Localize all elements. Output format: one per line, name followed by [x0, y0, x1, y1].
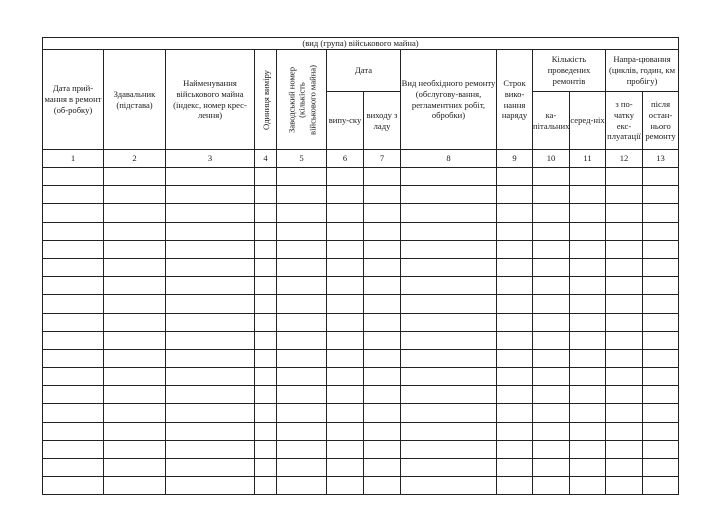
entry-cell[interactable]	[364, 258, 401, 276]
entry-cell[interactable]	[255, 422, 277, 440]
entry-cell[interactable]	[104, 349, 166, 367]
entry-cell[interactable]	[104, 459, 166, 477]
entry-cell[interactable]	[166, 368, 255, 386]
entry-cell[interactable]	[570, 258, 606, 276]
entry-cell[interactable]	[43, 258, 104, 276]
header-unit-of-measure	[255, 50, 277, 150]
entry-cell[interactable]	[533, 240, 570, 258]
header-medium-repairs: серед-ніх	[570, 92, 606, 150]
entry-cell[interactable]	[533, 331, 570, 349]
entry-cell[interactable]	[497, 258, 533, 276]
entry-cell[interactable]	[166, 186, 255, 204]
entry-cell[interactable]	[497, 277, 533, 295]
column-number: 11	[570, 150, 606, 168]
entry-cell[interactable]	[401, 295, 497, 313]
entry-cell[interactable]	[277, 331, 327, 349]
entry-cell[interactable]	[166, 168, 255, 186]
entry-cell[interactable]	[364, 186, 401, 204]
entry-cell[interactable]	[104, 313, 166, 331]
table-row	[43, 422, 679, 440]
entry-cell[interactable]	[277, 168, 327, 186]
entry-cell[interactable]	[606, 258, 643, 276]
column-number: 6	[327, 150, 364, 168]
entry-cell[interactable]	[570, 222, 606, 240]
entry-cell[interactable]	[497, 240, 533, 258]
entry-cell[interactable]	[533, 422, 570, 440]
entry-cell[interactable]	[277, 295, 327, 313]
entry-cell[interactable]	[497, 404, 533, 422]
header-property-name: Найменування військового майна (індекс, номер крес-лення)	[166, 50, 255, 150]
entry-cell[interactable]	[255, 459, 277, 477]
entry-cell[interactable]	[643, 240, 679, 258]
entry-cell[interactable]	[43, 277, 104, 295]
entry-cell[interactable]	[606, 204, 643, 222]
entry-cell[interactable]	[401, 477, 497, 495]
column-number: 3	[166, 150, 255, 168]
entry-cell[interactable]	[570, 295, 606, 313]
entry-cell[interactable]	[255, 404, 277, 422]
entry-cell[interactable]	[643, 313, 679, 331]
entry-cell[interactable]	[43, 168, 104, 186]
entry-cell[interactable]	[166, 258, 255, 276]
entry-cell[interactable]	[606, 222, 643, 240]
entry-cell[interactable]	[606, 368, 643, 386]
entry-cell[interactable]	[570, 422, 606, 440]
entry-cell[interactable]	[327, 277, 364, 295]
entry-cell[interactable]	[570, 349, 606, 367]
table-row	[43, 404, 679, 422]
entry-cell[interactable]	[643, 422, 679, 440]
entry-cell[interactable]	[327, 477, 364, 495]
entry-cell[interactable]	[533, 459, 570, 477]
entry-cell[interactable]	[401, 459, 497, 477]
column-number: 8	[401, 150, 497, 168]
entry-cell[interactable]	[533, 204, 570, 222]
entry-cell[interactable]	[364, 313, 401, 331]
entry-cell[interactable]	[104, 368, 166, 386]
entry-cell[interactable]	[277, 186, 327, 204]
entry-cell[interactable]	[401, 368, 497, 386]
entry-cell[interactable]	[401, 240, 497, 258]
entry-cell[interactable]	[570, 204, 606, 222]
entry-cell[interactable]	[497, 422, 533, 440]
header-unit-of-measure-text: Одиниця виміру	[260, 69, 271, 130]
entry-cell[interactable]	[43, 404, 104, 422]
entry-cell[interactable]	[606, 440, 643, 458]
entry-cell[interactable]	[277, 368, 327, 386]
entry-cell[interactable]	[401, 258, 497, 276]
entry-cell[interactable]	[43, 186, 104, 204]
entry-cell[interactable]	[166, 204, 255, 222]
entry-cell[interactable]	[327, 331, 364, 349]
entry-cell[interactable]	[401, 404, 497, 422]
header-serial-number	[277, 50, 327, 150]
entry-cell[interactable]	[255, 477, 277, 495]
entry-cell[interactable]	[364, 440, 401, 458]
entry-cell[interactable]	[277, 422, 327, 440]
entry-cell[interactable]	[401, 386, 497, 404]
table-row	[43, 258, 679, 276]
entry-cell[interactable]	[166, 349, 255, 367]
header-submitter: Здавальник (підстава)	[104, 50, 166, 150]
entry-cell[interactable]	[255, 368, 277, 386]
entry-cell[interactable]	[255, 313, 277, 331]
entry-cell[interactable]	[255, 258, 277, 276]
entry-cell[interactable]	[255, 349, 277, 367]
entry-cell[interactable]	[104, 440, 166, 458]
entry-cell[interactable]	[606, 277, 643, 295]
entry-cell[interactable]	[104, 222, 166, 240]
entry-cell[interactable]	[104, 277, 166, 295]
entry-cell[interactable]	[643, 349, 679, 367]
entry-cell[interactable]	[327, 422, 364, 440]
entry-cell[interactable]	[606, 186, 643, 204]
entry-cell[interactable]	[364, 240, 401, 258]
entry-cell[interactable]	[255, 295, 277, 313]
entry-cell[interactable]	[255, 204, 277, 222]
entry-cell[interactable]	[104, 258, 166, 276]
table-row	[43, 440, 679, 458]
entry-cell[interactable]	[497, 459, 533, 477]
entry-cell[interactable]	[606, 404, 643, 422]
entry-cell[interactable]	[497, 204, 533, 222]
entry-cell[interactable]	[364, 459, 401, 477]
entry-cell[interactable]	[401, 277, 497, 295]
entry-cell[interactable]	[43, 313, 104, 331]
entry-cell[interactable]	[327, 186, 364, 204]
table-row	[43, 277, 679, 295]
entry-cell[interactable]	[277, 222, 327, 240]
column-number: 9	[497, 150, 533, 168]
entry-cell[interactable]	[327, 386, 364, 404]
header-release-date: випу-ску	[327, 92, 364, 150]
entry-cell[interactable]	[606, 168, 643, 186]
entry-cell[interactable]	[497, 440, 533, 458]
entry-cell[interactable]	[364, 222, 401, 240]
header-since-last-repair: після остан-нього ремонту	[643, 92, 679, 150]
column-number: 13	[643, 150, 679, 168]
entry-cell[interactable]	[277, 349, 327, 367]
form-title: (вид (група) військового майна)	[43, 38, 679, 50]
table-row	[43, 168, 679, 186]
entry-cell[interactable]	[364, 368, 401, 386]
entry-cell[interactable]	[643, 277, 679, 295]
entry-cell[interactable]	[166, 440, 255, 458]
entry-cell[interactable]	[43, 477, 104, 495]
table-row	[43, 295, 679, 313]
entry-cell[interactable]	[327, 240, 364, 258]
entry-cell[interactable]	[364, 204, 401, 222]
entry-cell[interactable]	[364, 277, 401, 295]
entry-cell[interactable]	[606, 331, 643, 349]
entry-cell[interactable]	[43, 295, 104, 313]
entry-cell[interactable]	[43, 222, 104, 240]
entry-cell[interactable]	[255, 168, 277, 186]
entry-cell[interactable]	[401, 422, 497, 440]
header-repair-type: Вид необхідного ремонту (обслугову-вання, регламентних робіт, обробки)	[401, 50, 497, 150]
table-row	[43, 222, 679, 240]
table-row	[43, 386, 679, 404]
entry-cell[interactable]	[643, 440, 679, 458]
entry-cell[interactable]	[166, 277, 255, 295]
entry-cell[interactable]	[497, 295, 533, 313]
entry-cell[interactable]	[570, 386, 606, 404]
entry-cell[interactable]	[497, 386, 533, 404]
entry-cell[interactable]	[364, 477, 401, 495]
entry-cell[interactable]	[570, 240, 606, 258]
entry-cell[interactable]	[570, 404, 606, 422]
entry-cell[interactable]	[104, 186, 166, 204]
entry-cell[interactable]	[43, 459, 104, 477]
entry-cell[interactable]	[327, 368, 364, 386]
entry-cell[interactable]	[606, 422, 643, 440]
entry-cell[interactable]	[606, 459, 643, 477]
header-since-start: з по-чатку екс-плуатації	[606, 92, 643, 150]
entry-cell[interactable]	[255, 222, 277, 240]
column-number: 12	[606, 150, 643, 168]
table-row	[43, 313, 679, 331]
entry-cell[interactable]	[327, 313, 364, 331]
entry-cell[interactable]	[255, 440, 277, 458]
entry-cell[interactable]	[43, 204, 104, 222]
entry-cell[interactable]	[364, 331, 401, 349]
entry-cell[interactable]	[533, 168, 570, 186]
entry-cell[interactable]	[533, 404, 570, 422]
table-row	[43, 331, 679, 349]
entry-cell[interactable]	[364, 168, 401, 186]
entry-cell[interactable]	[255, 240, 277, 258]
entry-cell[interactable]	[104, 240, 166, 258]
entry-cell[interactable]	[327, 168, 364, 186]
entry-cell[interactable]	[497, 186, 533, 204]
entry-cell[interactable]	[327, 258, 364, 276]
entry-cell[interactable]	[606, 295, 643, 313]
column-number: 7	[364, 150, 401, 168]
entry-cell[interactable]	[533, 258, 570, 276]
entry-cell[interactable]	[570, 168, 606, 186]
entry-cell[interactable]	[327, 295, 364, 313]
entry-cell[interactable]	[277, 477, 327, 495]
entry-cell[interactable]	[277, 240, 327, 258]
entry-cell[interactable]	[327, 204, 364, 222]
entry-cell[interactable]	[277, 386, 327, 404]
entry-cell[interactable]	[104, 477, 166, 495]
entry-cell[interactable]	[533, 477, 570, 495]
header-operating-hours-group: Напра-цювання (циклів, годин, км пробігу)	[606, 50, 679, 92]
entry-cell[interactable]	[166, 222, 255, 240]
entry-cell[interactable]	[364, 349, 401, 367]
entry-cell[interactable]	[570, 440, 606, 458]
column-number: 5	[277, 150, 327, 168]
entry-cell[interactable]	[255, 277, 277, 295]
entry-cell[interactable]	[364, 386, 401, 404]
table-row	[43, 240, 679, 258]
entry-cell[interactable]	[327, 440, 364, 458]
entry-cell[interactable]	[401, 186, 497, 204]
table-row	[43, 349, 679, 367]
entry-cell[interactable]	[255, 386, 277, 404]
entry-cell[interactable]	[43, 440, 104, 458]
entry-cell[interactable]	[104, 404, 166, 422]
entry-cell[interactable]	[570, 477, 606, 495]
table-row	[43, 204, 679, 222]
header-deadline: Строк вико-нання наряду	[497, 50, 533, 150]
entry-cell[interactable]	[497, 349, 533, 367]
entry-cell[interactable]	[533, 349, 570, 367]
column-number: 10	[533, 150, 570, 168]
entry-cell[interactable]	[166, 295, 255, 313]
entry-cell[interactable]	[277, 404, 327, 422]
entry-cell[interactable]	[497, 331, 533, 349]
entry-cell[interactable]	[166, 459, 255, 477]
column-number: 4	[255, 150, 277, 168]
entry-cell[interactable]	[43, 368, 104, 386]
entry-cell[interactable]	[643, 386, 679, 404]
entry-cell[interactable]	[401, 313, 497, 331]
entry-cell[interactable]	[533, 295, 570, 313]
entry-cell[interactable]	[497, 168, 533, 186]
entry-cell[interactable]	[166, 477, 255, 495]
entry-cell[interactable]	[533, 368, 570, 386]
entry-cell[interactable]	[570, 313, 606, 331]
entry-cell[interactable]	[401, 222, 497, 240]
entry-cell[interactable]	[643, 404, 679, 422]
header-repairs-count-group: Кількість проведених ремонтів	[533, 50, 606, 92]
entry-cell[interactable]	[166, 386, 255, 404]
entry-cell[interactable]	[401, 440, 497, 458]
entry-cell[interactable]	[327, 404, 364, 422]
entry-cell[interactable]	[570, 368, 606, 386]
entry-cell[interactable]	[643, 258, 679, 276]
entry-cell[interactable]	[497, 368, 533, 386]
entry-cell[interactable]	[533, 440, 570, 458]
entry-cell[interactable]	[166, 240, 255, 258]
entry-cell[interactable]	[104, 386, 166, 404]
entry-cell[interactable]	[497, 313, 533, 331]
entry-cell[interactable]	[364, 422, 401, 440]
entry-cell[interactable]	[166, 331, 255, 349]
column-number: 2	[104, 150, 166, 168]
entry-cell[interactable]	[327, 222, 364, 240]
entry-cell[interactable]	[401, 331, 497, 349]
entry-cell[interactable]	[606, 477, 643, 495]
entry-cell[interactable]	[570, 186, 606, 204]
entry-cell[interactable]	[570, 277, 606, 295]
header-failure-date: виходу з ладу	[364, 92, 401, 150]
entry-cell[interactable]	[497, 477, 533, 495]
entry-cell[interactable]	[277, 258, 327, 276]
entry-cell[interactable]	[643, 331, 679, 349]
entry-cell[interactable]	[643, 222, 679, 240]
military-property-repair-log-table	[42, 37, 679, 495]
entry-cell[interactable]	[643, 204, 679, 222]
entry-cell[interactable]	[277, 313, 327, 331]
table-row	[43, 368, 679, 386]
entry-cell[interactable]	[327, 459, 364, 477]
entry-cell[interactable]	[255, 186, 277, 204]
entry-cell[interactable]	[533, 386, 570, 404]
entry-cell[interactable]	[43, 349, 104, 367]
entry-cell[interactable]	[401, 204, 497, 222]
entry-cell[interactable]	[570, 331, 606, 349]
entry-cell[interactable]	[606, 386, 643, 404]
entry-cell[interactable]	[104, 422, 166, 440]
entry-cell[interactable]	[606, 240, 643, 258]
entry-cell[interactable]	[43, 331, 104, 349]
header-date-group: Дата	[327, 50, 401, 92]
column-number-row	[43, 150, 679, 168]
entry-cell[interactable]	[533, 277, 570, 295]
entry-cell[interactable]	[401, 349, 497, 367]
entry-cell[interactable]	[43, 240, 104, 258]
entry-cell[interactable]	[104, 168, 166, 186]
entry-cell[interactable]	[277, 204, 327, 222]
table-row	[43, 477, 679, 495]
header-serial-number-text: Заводський номер (кількість військового майна)	[286, 64, 317, 135]
entry-cell[interactable]	[277, 459, 327, 477]
entry-cell[interactable]	[401, 168, 497, 186]
entry-cell[interactable]	[643, 459, 679, 477]
entry-cell[interactable]	[570, 459, 606, 477]
entry-cell[interactable]	[166, 313, 255, 331]
header-acceptance-date: Дата прий-мання в ремонт (об-робку)	[43, 50, 104, 150]
entry-cell[interactable]	[643, 368, 679, 386]
entry-cell[interactable]	[104, 331, 166, 349]
table-row	[43, 186, 679, 204]
entry-cell[interactable]	[364, 295, 401, 313]
entry-cell[interactable]	[643, 186, 679, 204]
entry-cell[interactable]	[643, 295, 679, 313]
entry-cell[interactable]	[364, 404, 401, 422]
entry-cell[interactable]	[166, 404, 255, 422]
entry-cell[interactable]	[327, 349, 364, 367]
entry-cell[interactable]	[255, 331, 277, 349]
entry-cell[interactable]	[643, 477, 679, 495]
entry-cell[interactable]	[43, 386, 104, 404]
entry-cell[interactable]	[277, 277, 327, 295]
table-row	[43, 459, 679, 477]
entry-cell[interactable]	[606, 313, 643, 331]
entry-cell[interactable]	[533, 186, 570, 204]
entry-cell[interactable]	[606, 349, 643, 367]
entry-cell[interactable]	[533, 313, 570, 331]
entry-cell[interactable]	[104, 204, 166, 222]
entry-cell[interactable]	[166, 422, 255, 440]
entry-cell[interactable]	[43, 422, 104, 440]
entry-cell[interactable]	[277, 440, 327, 458]
entry-cell[interactable]	[643, 168, 679, 186]
entry-cell[interactable]	[497, 222, 533, 240]
column-number: 1	[43, 150, 104, 168]
entry-cell[interactable]	[104, 295, 166, 313]
entry-cell[interactable]	[533, 222, 570, 240]
header-capital-repairs: ка-пітальних	[533, 92, 570, 150]
